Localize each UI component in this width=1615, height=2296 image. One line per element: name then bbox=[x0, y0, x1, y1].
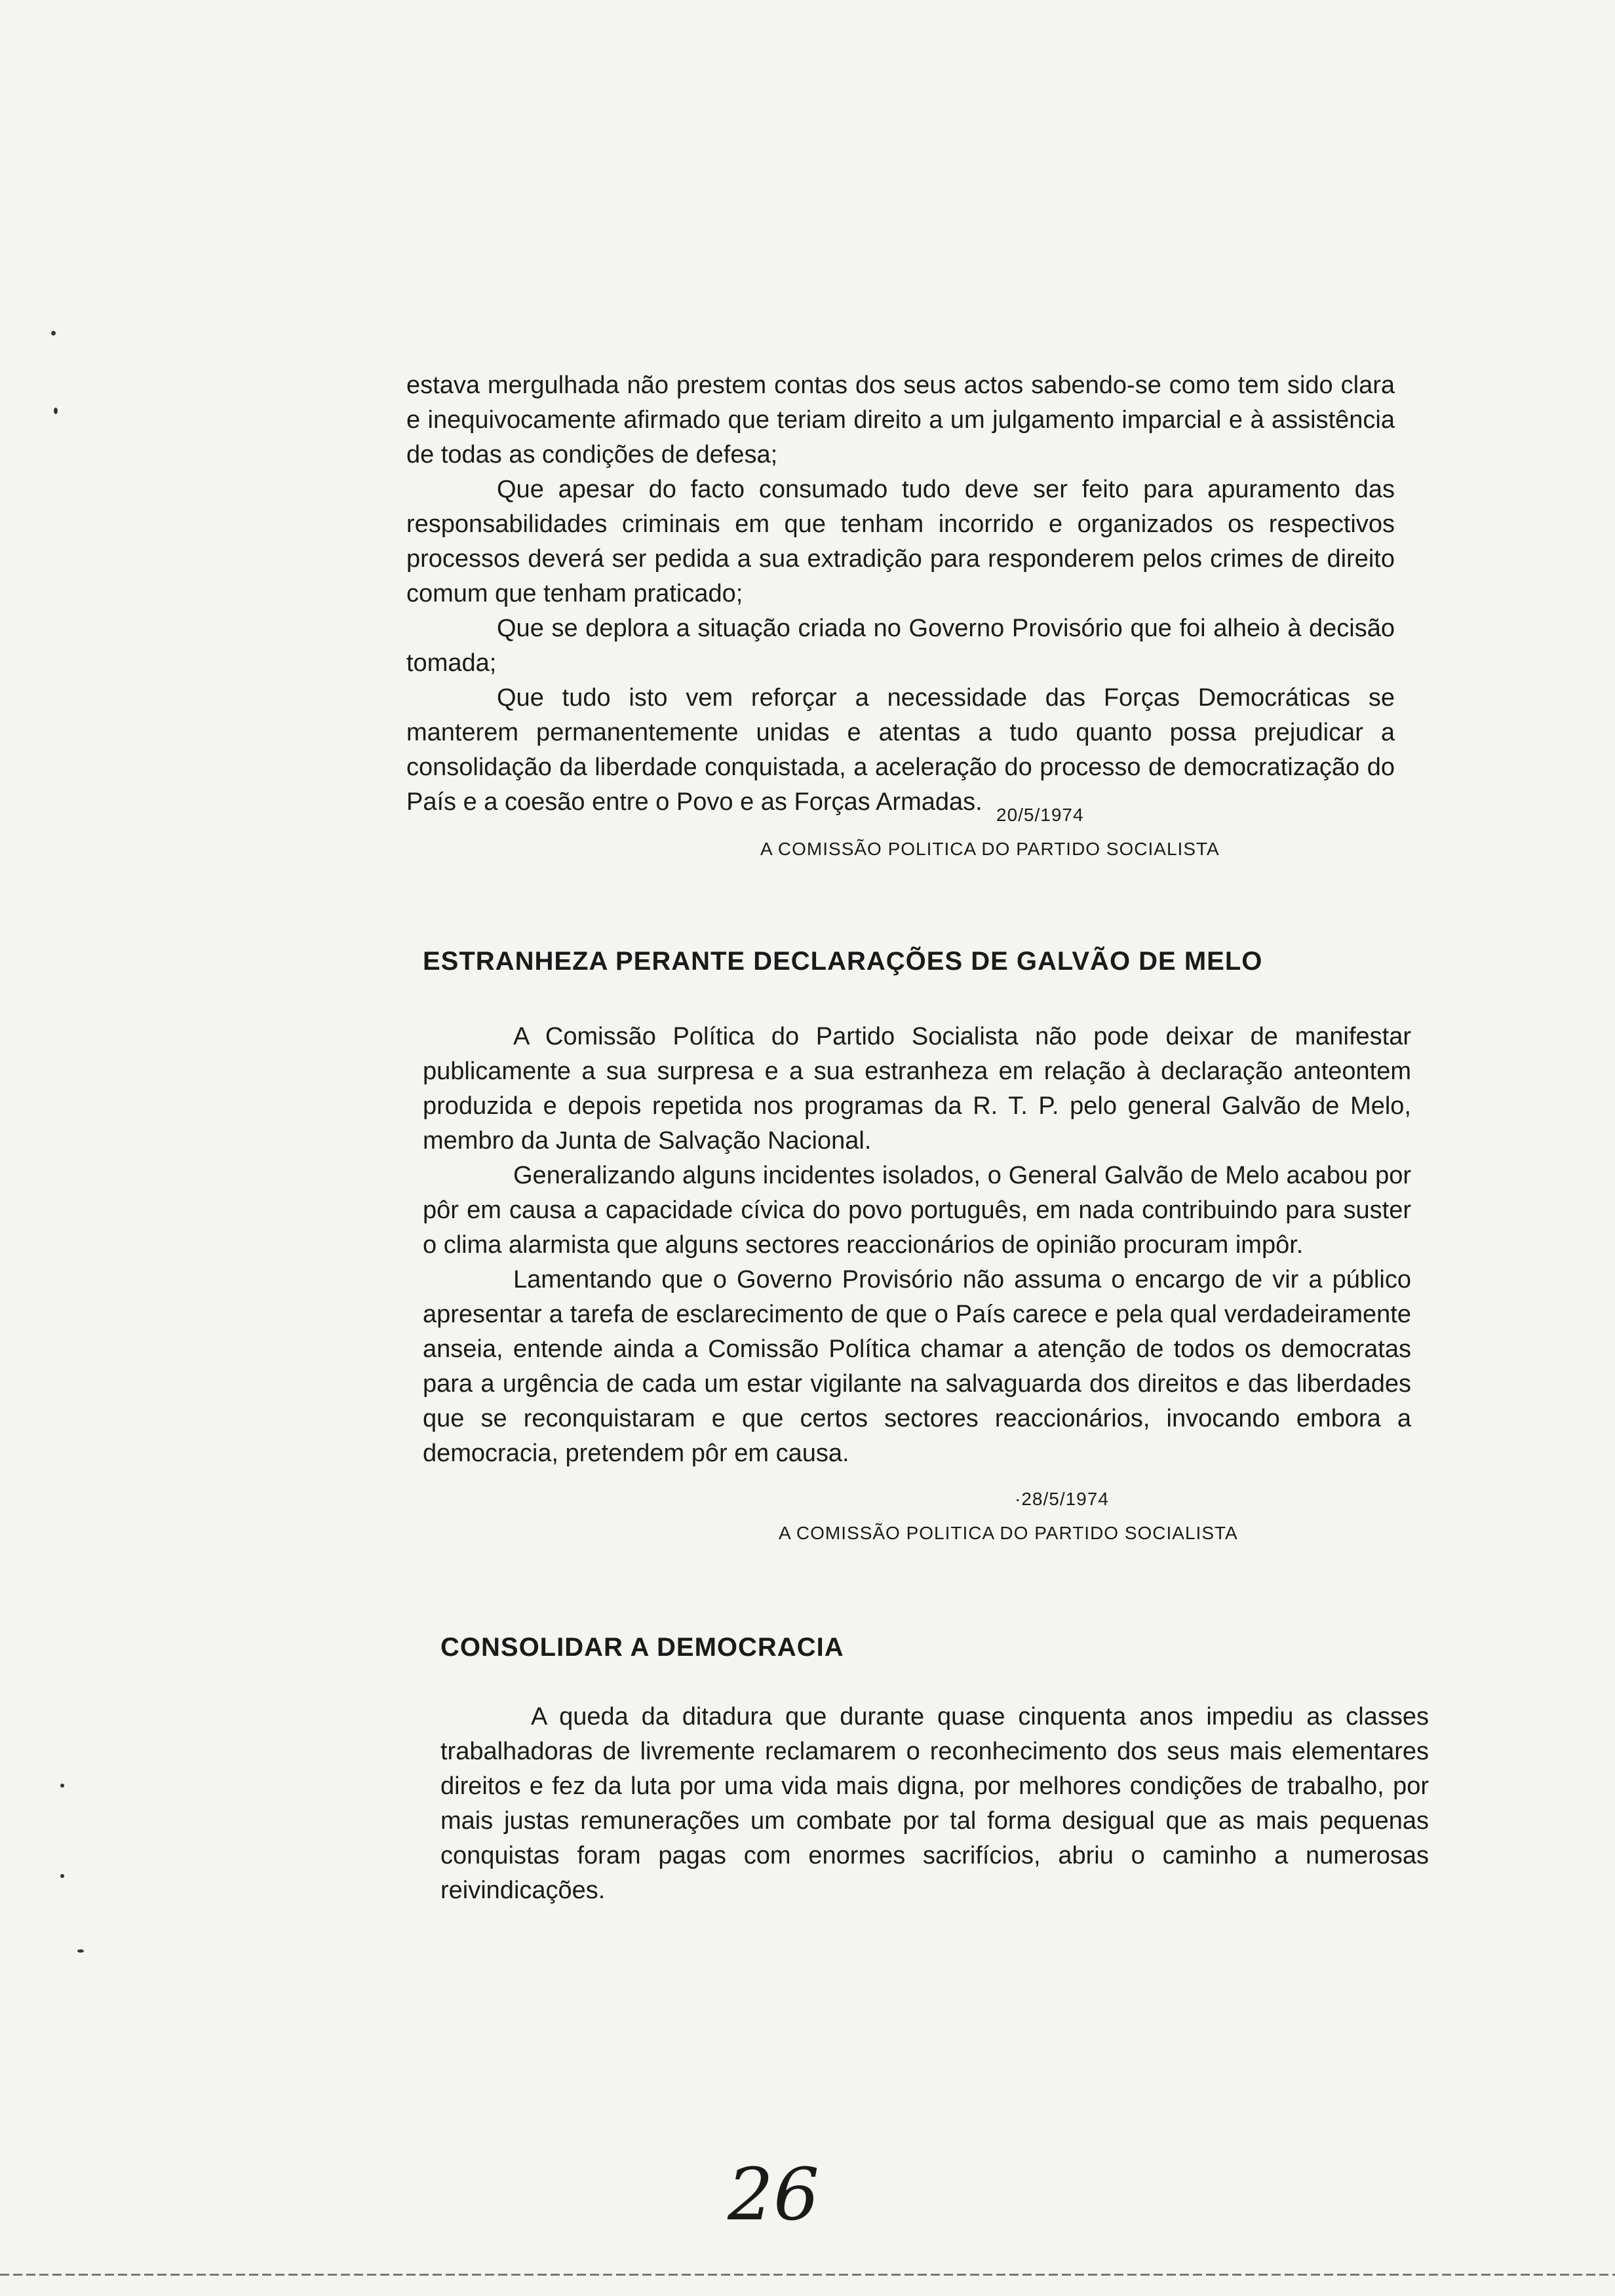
paragraph: Generalizando alguns incidentes isolados, o General Galvão de Melo acabou por pôr em causa a capacidade cívica do povo português, em nada contribuindo para suster o clima alarmista que alguns sectores reaccionários de opinião procuram impôr. bbox=[423, 1162, 1411, 1259]
date: 20/5/1974 bbox=[996, 805, 1084, 825]
section1-signature-block bbox=[760, 798, 1220, 866]
section-title: ESTRANHEZA PERANTE DECLARAÇÕES DE GALVÃO DE MELO bbox=[423, 947, 1263, 976]
paragraph: Que apesar do facto consumado tudo deve ser feito para apuramento das responsabilidades criminais em que tenham incorrido e organizados os respectivos processos deverá ser pedida a sua extradição para responderem pelos crimes de direito comum que tenham praticado; bbox=[406, 476, 1395, 607]
date: ·28/5/1974 bbox=[1015, 1489, 1109, 1509]
section2-signature-block bbox=[779, 1482, 1238, 1550]
signature: A COMISSÃO POLITICA DO PARTIDO SOCIALISTA bbox=[779, 1523, 1238, 1543]
section2-body bbox=[423, 1020, 1411, 1471]
section1-body bbox=[406, 368, 1395, 820]
paragraph: estava mergulhada não prestem contas dos seus actos sabendo-se como tem sido clara e inequivocamente afirmado que teriam direito a um julgamento imparcial e à assistência de todas as condições de defesa; bbox=[406, 372, 1395, 469]
scan-speck bbox=[60, 1784, 64, 1788]
paragraph: A Comissão Política do Partido Socialista não pode deixar de manifestar publicamente a sua surpresa e a sua estranheza em relação à declaração anteontem produzida e depois repetida nos programas da R. T. P. pelo general Galvão de Melo, membro da Junta de Salvação Nacional. bbox=[423, 1023, 1411, 1155]
scan-speck bbox=[54, 408, 58, 414]
signature: A COMISSÃO POLITICA DO PARTIDO SOCIALISTA bbox=[760, 839, 1220, 859]
section3-body bbox=[440, 1700, 1429, 1908]
scan-speck bbox=[51, 331, 56, 335]
scan-bottom-edge bbox=[0, 2274, 1615, 2276]
scan-speck bbox=[60, 1874, 64, 1878]
page-number: 26 bbox=[728, 2152, 819, 2236]
section-title: CONSOLIDAR A DEMOCRACIA bbox=[440, 1633, 844, 1662]
paragraph: Que tudo isto vem reforçar a necessidade das Forças Democráticas se manterem permanentemente unidas e atentas a tudo quanto possa prejudicar a consolidação da liberdade conquistada, a aceleração do processo de democratização do País e a coesão entre o Povo e as Forças Armadas. bbox=[406, 684, 1395, 816]
paragraph: Que se deplora a situação criada no Governo Provisório que foi alheio à decisão tomada; bbox=[406, 615, 1395, 677]
scan-speck bbox=[77, 1949, 84, 1953]
paragraph: Lamentando que o Governo Provisório não assuma o encargo de vir a público apresentar a tarefa de esclarecimento de que o País carece e pela qual verdadeiramente anseia, entende ainda a Comissão Política chamar a atenção de todos os democratas para a urgência de cada um estar vigilante na salvaguarda dos direitos e das liberdades que se reconquistaram e que certos sectores reaccionários, invocando embora a democracia, pretendem pôr em causa. bbox=[423, 1266, 1411, 1467]
paragraph: A queda da ditadura que durante quase cinquenta anos impediu as classes trabalhadoras de livremente reclamarem o reconhecimento dos seus mais elementares direitos e fez da luta por uma vida mais digna, por melhores condições de trabalho, por mais justas remunerações um combate por tal forma desigual que as mais pequenas conquistas foram pagas com enormes sacrifícios, abriu o caminho a numerosas reivindicações. bbox=[440, 1703, 1429, 1904]
